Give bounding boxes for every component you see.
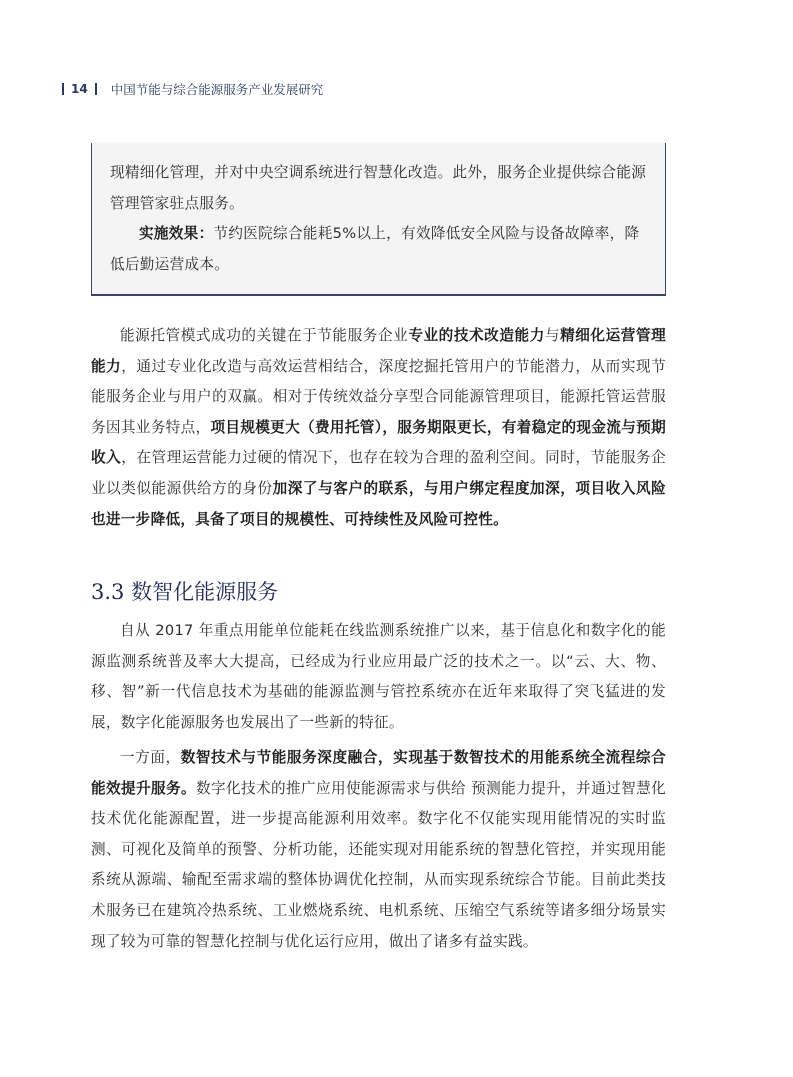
paragraph-energy-trusteeship [91,321,666,535]
para1-text-4: ，在管理运营能力过硬的情况下，也存在较为合理的盈利空间。同时，节能服务企业以类似能源供给方的身份 [91,449,666,497]
case-study-box [91,143,666,295]
para3-text-2: 数字化技术的推广应用使能源需求与供给 预测能力提升，并通过智慧化技术优化能源配置，进一步提高能源利用效率。数字化不仅能实现用能情况的实时监测、可视化及简单的预警、分析功能，还能实现对用能系统的智慧化管控，并实现用能系统从源端、输配至需求端的整体协调优化控制，从而实现系统综合节能。目前此类技术服务已在建筑冷热系统、工业燃烧系统、电机系统、压缩空气系统等诸多细分场景实现了较为可靠的智慧化控制与优化运行应用，做出了诸多有益实践。 [91,779,666,950]
para1-bold-3: 项目规模更大（费用托管），服务期限更长，有着稳定的现金流与预期收入 [91,418,666,467]
running-header [62,80,323,98]
para1-text-2: 与 [544,327,561,344]
section-number: 3.3 [91,580,125,604]
para3-text-1: 一方面， [120,749,181,766]
paragraph-digital-monitoring: 自从 2017 年重点用能单位能耗在线监测系统推广以来，基于信息化和数字化的能源监测系统普及率大大提高，已经成为行业应用最广泛的技术之一。以“云、大、物、移、智”新一代信息技术为基础的能源监测与管控系统亦在近年来取得了突飞猛进的发展，数字化能源服务也发展出了一些新的特征。 [91,622,666,731]
para1-bold-2: 精细化运营管理能力 [91,327,667,375]
book-title: 中国节能与综合能源服务产业发展研究 [110,82,324,97]
para1-text-1: 能源托管模式成功的关键在于节能服务企业 [120,327,409,344]
case-text: 现精细化管理，并对中央空调系统进行智慧化改造。此外，服务企业提供综合能源管理管家驻点服务。 [110,164,647,212]
effect-text: 节约医院综合能耗5%以上，有效降低安全风险与设备故障率，降低后勤运营成本。 [110,225,640,273]
case-effect [110,219,647,280]
section-title: 数智化能源服务 [131,580,279,604]
header-bar-right [95,83,97,95]
section-heading [91,576,278,606]
para1-text-3: ，通过专业化改造与高效运营相结合，深度挖掘托管用户的节能潜力，从而实现节能服务企业与用户的双赢。相对于传统效益分享型合同能源管理项目，能源托管运营服务因其业务特点， [91,357,666,436]
para3-bold-1: 数智技术与节能服务深度融合，实现基于数智技术的用能系统全流程综合能效提升服务。 [91,749,666,797]
para1-bold-1: 专业的技术改造能力 [408,327,545,344]
page-number: 14 [71,82,88,96]
header-bar-left [62,83,64,95]
paragraph-digital-integration [91,743,666,957]
para1-bold-4: 加深了与客户的联系，与用户绑定程度加深，项目收入风险也进一步降低，具备了项目的规模性、可持续性及风险可控性。 [91,479,666,528]
effect-label: 实施效果： [139,225,214,242]
